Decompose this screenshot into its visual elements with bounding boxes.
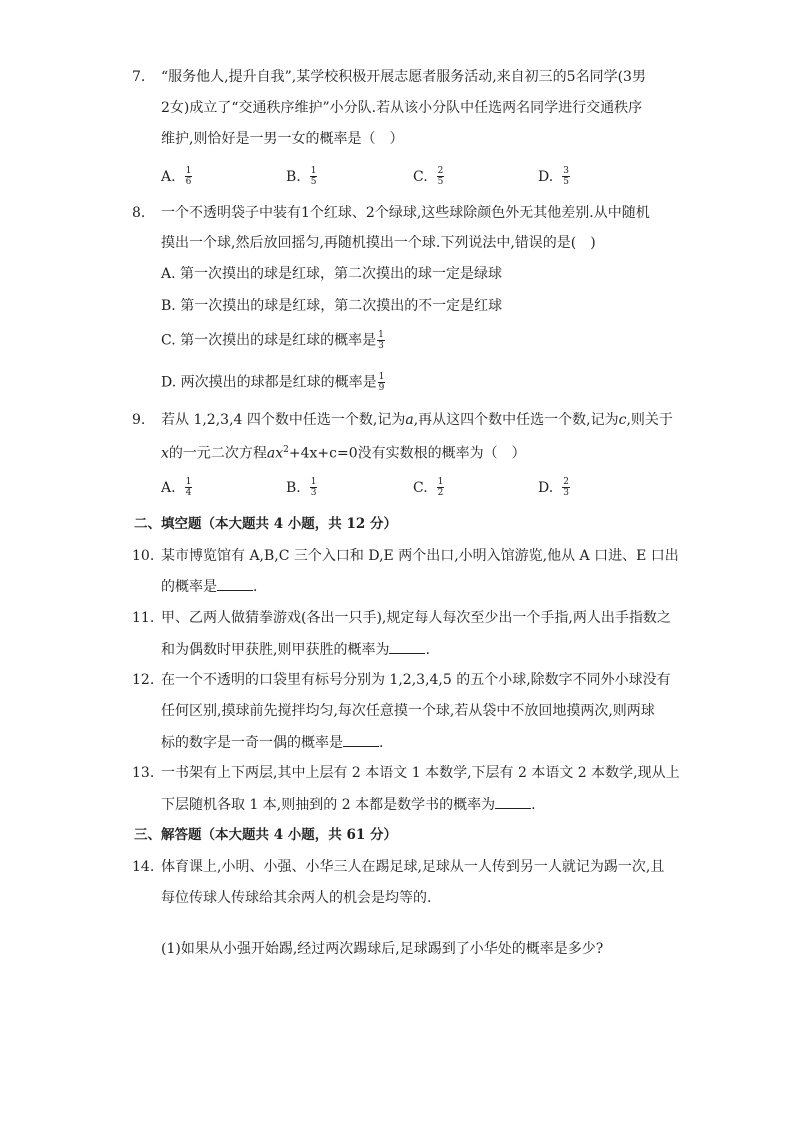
option-a: A. $\frac{1}{4}$ (161, 477, 192, 498)
question-text-line: 若从 1,2,3,4 四个数中任选一个数,记为a,再从这四个数中任选一个数,记为c,则关于 (161, 412, 673, 428)
fraction: $\frac{1}{4}$ (185, 477, 192, 498)
question-number: 11. (132, 610, 155, 626)
question-number: 8. (132, 205, 146, 221)
question-number: 9. (132, 412, 146, 428)
option-a: A. 第一次摸出的球是红球，第二次摸出的球一定是绿球 (161, 266, 503, 282)
answer-blank (495, 795, 531, 809)
fraction: $\frac{2}{5}$ (437, 166, 444, 187)
option-c: C. 第一次摸出的球是红球的概率是 $\frac{1}{3}$ (161, 330, 384, 351)
question-text-line: 标的数字是一奇一偶的概率是 . (161, 735, 384, 751)
answer-blank (389, 640, 425, 654)
fraction: $\frac{1}{5}$ (310, 166, 317, 187)
option-c: C. $\frac{1}{2}$ (413, 477, 444, 498)
question-text-line: “服务他人,提升自我”,某学校积极开展志愿者服务活动,来自初三的5名同学(3男 (161, 69, 646, 85)
fraction: $\frac{1}{3}$ (378, 330, 384, 351)
option-c: C. $\frac{2}{5}$ (413, 166, 444, 187)
question-text-line: 一书架有上下两层,其中上层有 2 本语文 1 本数学,下层有 2 本语文 2 本数学,现从上 (161, 765, 680, 781)
question-text-line: 的概率是 . (161, 579, 258, 595)
question-text-line: 体育课上,小明、小强、小华三人在踢足球,足球从一人传到另一人就记为踢一次,且 (161, 859, 665, 875)
section-heading-fill-in: 二、填空题（本大题共 4 小题，共 12 分） (134, 516, 397, 532)
question-number: 12. (132, 672, 155, 688)
question-number: 10. (132, 548, 155, 564)
fraction: $\frac{1}{3}$ (310, 477, 317, 498)
question-text-line: 一个不透明袋子中装有1个红球、2个绿球,这些球除颜色外无其他差别.从中随机 (161, 205, 650, 221)
fraction: $\frac{1}{6}$ (185, 166, 192, 187)
question-text-line: x的一元二次方程$ax^2+4x+c=0$没有实数根的概率为（ ） (161, 445, 526, 462)
option-d: D. 两次摸出的球都是红球的概率是 $\frac{1}{9}$ (161, 372, 385, 393)
section-heading-solutions: 三、解答题（本大题共 4 小题，共 61 分） (134, 827, 397, 843)
question-number: 13. (132, 765, 155, 781)
question-text-line: 2女)成立了“交通秩序维护”小分队.若从该小分队中任选两名同学进行交通秩序 (161, 100, 643, 116)
question-text-line: 摸出一个球,然后放回摇匀,再随机摸出一个球.下列说法中,错误的是( ) (161, 235, 596, 251)
fraction: $\frac{3}{5}$ (563, 166, 569, 187)
question-text-line: 和为偶数时甲获胜,则甲获胜的概率为 . (161, 642, 430, 658)
question-text-line: 甲、乙两人做猜拳游戏(各出一只手),规定每人每次至少出一个手指,两人出手指数之 (161, 610, 671, 626)
option-a: A. $\frac{1}{6}$ (161, 166, 192, 187)
question-text-line: 任何区别,摸球前先搅拌均匀,每次任意摸一个球,若从袋中不放回地摸两次,则两球 (161, 703, 655, 719)
question-text-line: 维护,则恰好是一男一女的概率是（ ） (161, 131, 404, 147)
question-number: 14. (132, 859, 155, 875)
question-text-line: 下层随机各取 1 本,则抽到的 2 本都是数学书的概率为 . (161, 797, 536, 813)
option-d: D. $\frac{3}{5}$ (538, 166, 569, 187)
fraction: $\frac{2}{3}$ (563, 477, 569, 498)
question-text-line: 每位传球人传球给其余两人的机会是均等的. (161, 890, 432, 906)
question-number: 7. (132, 69, 146, 85)
option-d: D. $\frac{2}{3}$ (538, 477, 569, 498)
option-b: B. $\frac{1}{3}$ (286, 477, 317, 498)
answer-blank (217, 577, 253, 591)
question-text-line: 某市博览馆有 A,B,C 三个入口和 D,E 两个出口,小明入馆游览,他从 A 口进、E 口出 (161, 548, 679, 564)
option-b: B. 第一次摸出的球是红球，第二次摸出的不一定是红球 (161, 298, 503, 314)
option-b: B. $\frac{1}{5}$ (286, 166, 317, 187)
answer-blank (343, 733, 379, 747)
sub-question-1: (1)如果从小强开始踢,经过两次踢球后,足球踢到了小华处的概率是多少? (161, 941, 604, 957)
fraction: $\frac{1}{9}$ (378, 372, 385, 393)
question-text-line: 在一个不透明的口袋里有标号分别为 1,2,3,4,5 的五个小球,除数字不同外小球没有 (161, 672, 671, 688)
fraction: $\frac{1}{2}$ (437, 477, 444, 498)
